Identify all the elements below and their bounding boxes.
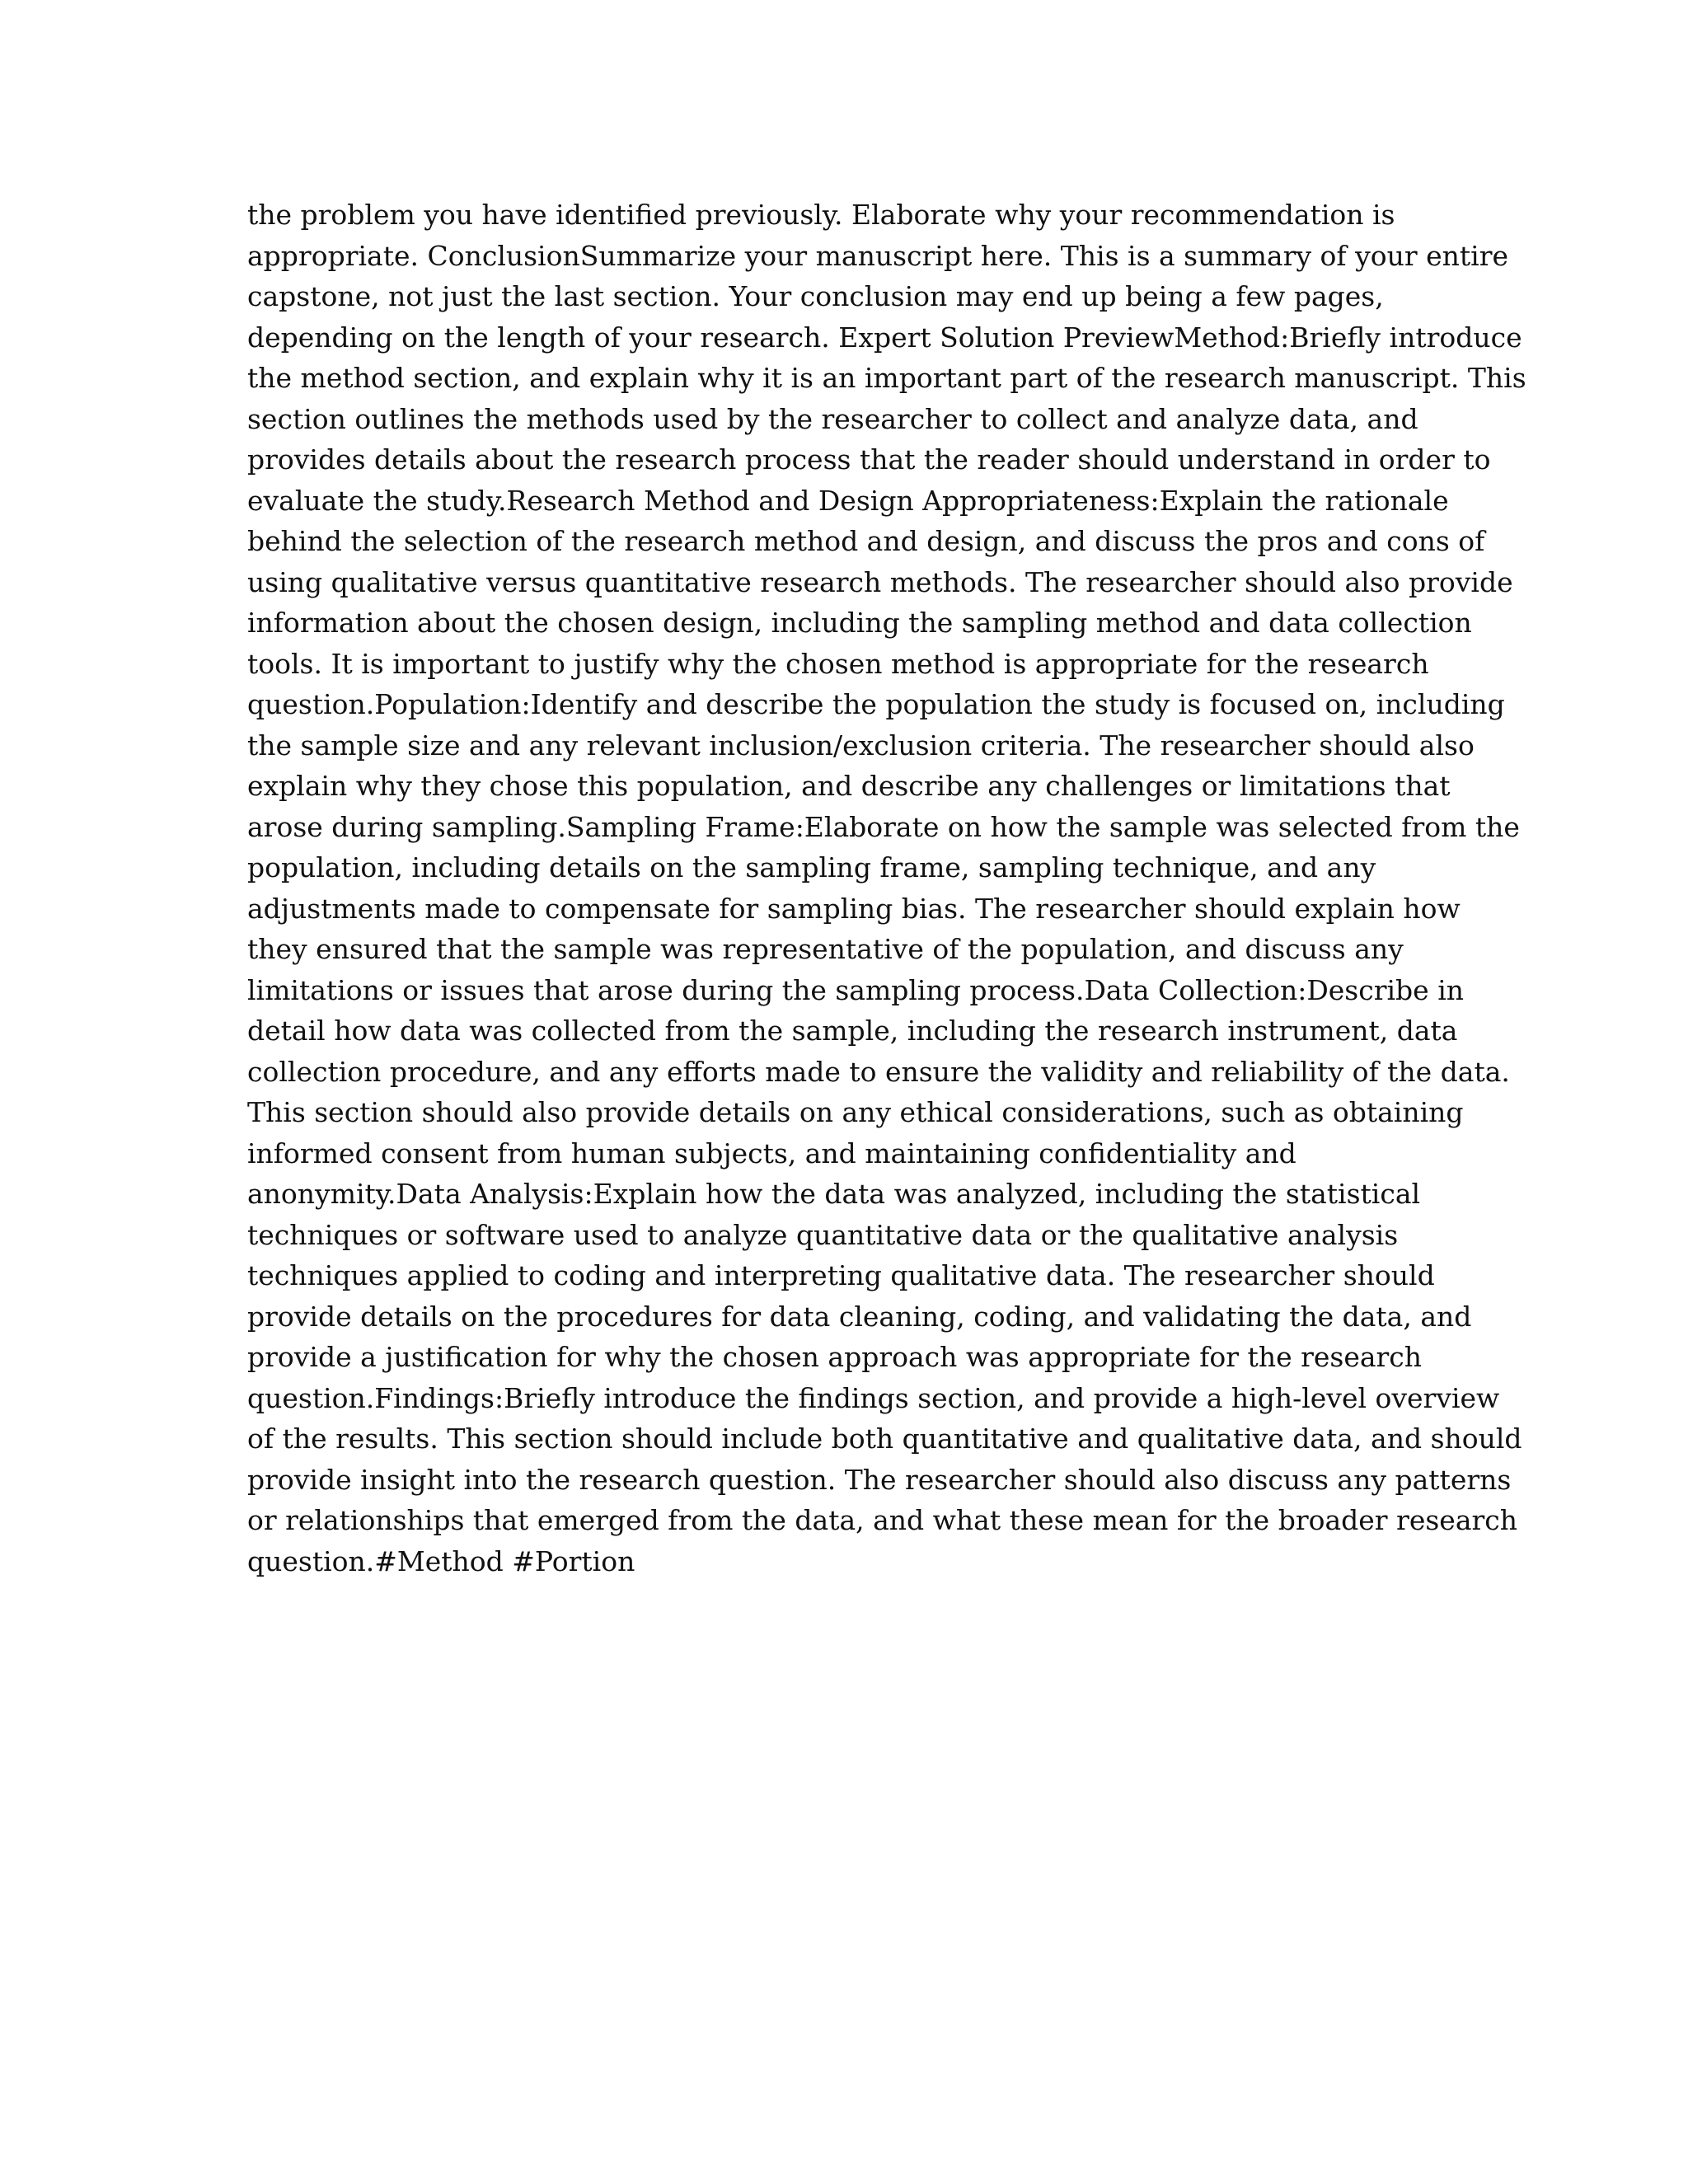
- text-line: explain why they chose this population, and describe any challenges or limitations that: [247, 770, 1451, 802]
- text-line: question.Findings:Briefly introduce the findings section, and provide a high-level overview: [247, 1381, 1500, 1414]
- text-line: limitations or issues that arose during the sampling process.Data Collection:Describe in: [247, 973, 1465, 1006]
- text-line: question.Population:Identify and describe the population the study is focused on, including: [247, 688, 1505, 720]
- text-line: provide a justification for why the chosen approach was appropriate for the research: [247, 1341, 1423, 1373]
- text-line: using qualitative versus quantitative research methods. The researcher should also provide: [247, 565, 1513, 598]
- text-line: provide details on the procedures for data cleaning, coding, and validating the data, and: [247, 1300, 1472, 1333]
- text-line: the sample size and any relevant inclusion/exclusion criteria. The researcher should also: [247, 729, 1475, 762]
- text-line: the problem you have identified previously. Elaborate why your recommendation is: [247, 199, 1395, 231]
- text-line: depending on the length of your research. Expert Solution PreviewMethod:Briefly introduce: [247, 321, 1522, 354]
- text-line: or relationships that emerged from the data, and what these mean for the broader research: [247, 1504, 1518, 1536]
- text-line: informed consent from human subjects, and maintaining confidentiality and: [247, 1137, 1296, 1169]
- text-line: adjustments made to compensate for sampling bias. The researcher should explain how: [247, 892, 1461, 925]
- text-line: section outlines the methods used by the researcher to collect and analyze data, and: [247, 402, 1418, 435]
- text-line: techniques or software used to analyze quantitative data or the qualitative analysis: [247, 1218, 1399, 1251]
- text-line: of the results. This section should include both quantitative and qualitative data, and should: [247, 1422, 1522, 1455]
- text-line: information about the chosen design, including the sampling method and data collection: [247, 607, 1472, 639]
- text-line: evaluate the study.Research Method and Design Appropriateness:Explain the rationale: [247, 484, 1449, 517]
- text-line: question.#Method #Portion: [247, 1544, 635, 1577]
- text-line: the method section, and explain why it is an important part of the research manuscript. This: [247, 362, 1526, 394]
- text-line: behind the selection of the research method and design, and discuss the pros and cons of: [247, 525, 1485, 557]
- text-line: detail how data was collected from the sample, including the research instrument, data: [247, 1015, 1458, 1047]
- text-line: population, including details on the sampling frame, sampling technique, and any: [247, 851, 1376, 883]
- text-line: techniques applied to coding and interpreting qualitative data. The researcher should: [247, 1259, 1435, 1291]
- text-line: arose during sampling.Sampling Frame:Elaborate on how the sample was selected from the: [247, 810, 1520, 843]
- text-line: tools. It is important to justify why the chosen method is appropriate for the research: [247, 647, 1429, 680]
- text-line: capstone, not just the last section. Your conclusion may end up being a few pages,: [247, 280, 1384, 312]
- text-line: appropriate. ConclusionSummarize your manuscript here. This is a summary of your entire: [247, 239, 1509, 272]
- text-line: provide insight into the research question. The researcher should also discuss any patterns: [247, 1463, 1512, 1496]
- body-paragraph: [247, 194, 1526, 1582]
- text-line: provides details about the research process that the reader should understand in order to: [247, 443, 1491, 476]
- text-line: they ensured that the sample was representative of the population, and discuss any: [247, 933, 1404, 965]
- text-line: This section should also provide details on any ethical considerations, such as obtaining: [247, 1096, 1464, 1128]
- text-line: anonymity.Data Analysis:Explain how the data was analyzed, including the statistical: [247, 1178, 1421, 1210]
- text-line: collection procedure, and any efforts made to ensure the validity and reliability of the data.: [247, 1055, 1510, 1088]
